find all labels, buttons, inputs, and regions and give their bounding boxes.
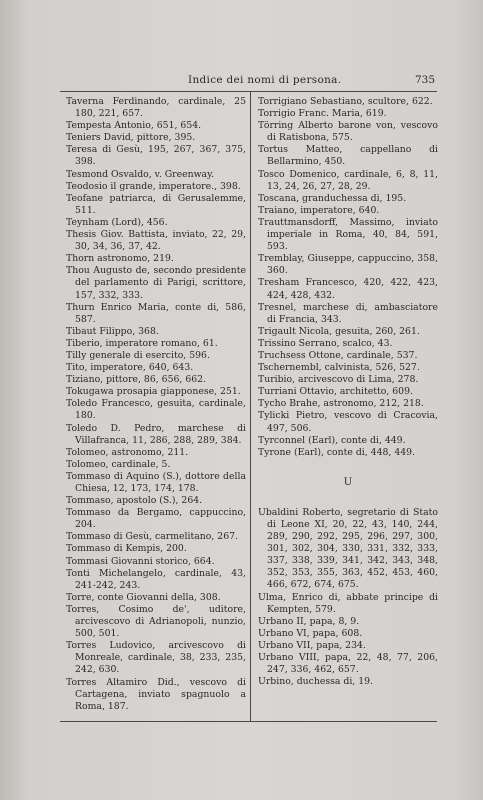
index-entry: Teynham (Lord), 456. — [66, 216, 168, 228]
index-entry: Toledo D. Pedro, marchese di Villafranca, 11, 286, 288, 289, 384. — [66, 422, 246, 446]
index-entry: Torrigiano Sebastiano, scultore, 622. — [258, 96, 433, 107]
index-entry: Thurn Enrico Maria, conte di, 586, 587. — [66, 301, 246, 325]
index-entry: Truchsess Ottone, cardinale, 537. — [258, 349, 418, 361]
index-entry: Tommaso da Bergamo, cappuccino, 204. — [66, 507, 246, 531]
index-entry: Tschernembl, calvinista, 526, 527. — [258, 362, 420, 374]
section-letter: U — [343, 476, 353, 488]
index-entry: Traiano, imperatore, 640. — [258, 204, 380, 216]
index-entry: Urbano VI, papa, 608. — [258, 627, 363, 639]
index-entry: Thou Augusto de, secondo presidente del parlamento di Parigi, scrittore, 157, 332, 333. — [66, 265, 246, 301]
index-entry: Tesmond Osvaldo, v. Greenway. — [66, 168, 215, 180]
index-entry: Torre, conte Giovanni della, 308. — [66, 591, 221, 603]
index-column-left — [66, 96, 246, 713]
index-entry: Torrigio Franc. Maria, 619. — [258, 108, 387, 120]
index-entry: Turibio, arcivescovo di Lima, 278. — [258, 374, 419, 386]
index-entry: Trissino Serrano, scalco, 43. — [258, 337, 393, 349]
footer-rule — [60, 721, 437, 722]
index-entry: Urbano VII, papa, 234. — [258, 639, 366, 651]
running-title: Indice dei nomi di persona. — [188, 74, 342, 86]
index-entry: Tyrconnel (Earl), conte di, 449. — [258, 434, 406, 446]
index-entry: Tommaso, apostolo (S.), 264. — [66, 495, 203, 507]
index-entry: Urbano VIII, papa, 22, 48, 77, 206, 247, 336, 462, 657. — [258, 652, 438, 676]
index-entry: Tolomeo, cardinale, 5. — [66, 458, 171, 470]
index-entry: Teniers David, pittore, 395. — [66, 132, 196, 144]
index-entry: Tortus Matteo, cappellano di Bellarmino, 450. — [258, 144, 438, 168]
index-entry: Urbino, duchessa di, 19. — [258, 676, 373, 688]
index-entry: Tibaut Filippo, 368. — [66, 325, 159, 337]
index-entry: Tremblay, Giuseppe, cappuccino, 358, 360. — [258, 253, 438, 277]
index-entry: Teofane patriarca, di Gerusalemme, 511. — [66, 192, 246, 216]
index-entry: Tommasi Giovanni storico, 664. — [66, 555, 215, 567]
page-header — [60, 74, 435, 88]
index-entry: Tycho Brahe, astronomo, 212, 218. — [258, 398, 424, 410]
index-entry: Tilly generale di esercito, 596. — [66, 349, 210, 361]
index-entry: Trigault Nicola, gesuita, 260, 261. — [258, 325, 420, 337]
index-entry: Teodosio il grande, imperatore., 398. — [66, 180, 241, 192]
index-entry: Tresham Francesco, 420, 422, 423, 424, 428, 432. — [258, 277, 438, 301]
index-entry: Tresnel, marchese di, ambasciatore di Francia, 343. — [258, 301, 438, 325]
index-entry: Ubaldini Roberto, segretario di Stato di Leone XI, 20, 22, 43, 140, 244, 289, 290, 292, 295, 296, 297, 300, 301, 302, 304, 330, 331, 332, 333, 337, 338, 339, 341, 342, 343, 348, 352, 353, 355, 363, 452, 453, 460, 466, 672, 674, 675. — [258, 506, 438, 591]
index-entry: Tosco Domenico, cardinale, 6, 8, 11, 13, 24, 26, 27, 28, 29. — [258, 168, 438, 192]
index-column-right — [258, 96, 438, 688]
index-entry: Tolomeo, astronomo, 211. — [66, 446, 189, 458]
index-entry: Ulma, Enrico di, abbate principe di Kempten, 579. — [258, 591, 438, 615]
index-entry: Tito, imperatore, 640, 643. — [66, 362, 194, 374]
index-entry: Toledo Francesco, gesuita, cardinale, 180. — [66, 398, 246, 422]
index-entry: Torres Ludovico, arcivescovo di Monreale, cardinale, 38, 233, 235, 242, 630. — [66, 640, 246, 676]
index-entry: Toscana, granduchessa di, 195. — [258, 192, 407, 204]
index-entry: Torres Altamiro Did., vescovo di Cartagena, inviato spagnuolo a Roma, 187. — [66, 676, 246, 712]
index-entry: Törring Alberto barone von, vescovo di Ratisbona, 575. — [258, 120, 438, 144]
index-entry: Tiberio, imperatore romano, 61. — [66, 337, 218, 349]
index-entry: Thesis Giov. Battista, inviato, 22, 29, 30, 34, 36, 37, 42. — [66, 229, 246, 253]
header-rule — [60, 91, 437, 92]
index-entry: Tommaso di Kempis, 200. — [66, 543, 187, 555]
index-entry: Tiziano, pittore, 86, 656, 662. — [66, 374, 207, 386]
index-entry: Tonti Michelangelo, cardinale, 43, 241-242, 243. — [66, 567, 246, 591]
index-entry: Tempesta Antonio, 651, 654. — [66, 120, 202, 132]
page-number: 735 — [414, 74, 435, 86]
index-entry: Torres, Cosimo de', uditore, arcivescovo di Adrianopoli, nunzio, 500, 501. — [66, 603, 246, 640]
index-entry: Taverna Ferdinando, cardinale, 25 180, 221, 657. — [66, 96, 246, 120]
index-entry: Urbano II, papa, 8, 9. — [258, 615, 360, 627]
column-divider — [250, 92, 251, 721]
index-entry: Turriani Ottavio, architetto, 609. — [258, 386, 413, 398]
index-entry: Trauttmansdorff, Massimo, inviato imperiale in Roma, 40, 84, 591, 593. — [258, 216, 438, 253]
index-entry: Tokugawa prosapia giapponese, 251. — [66, 386, 241, 398]
index-entry: Teresa di Gesù, 195, 267, 367, 375, 398. — [66, 144, 246, 168]
index-entry: Tyrone (Earl), conte di, 448, 449. — [258, 446, 416, 458]
index-entry: Tommaso di Aquino (S.), dottore della Chiesa, 12, 173, 174, 178. — [66, 470, 246, 494]
index-entry: Tylicki Pietro, vescovo di Cracovia, 497, 506. — [258, 410, 438, 434]
index-entry: Thorn astronomo, 219. — [66, 253, 174, 265]
index-entry: Tommaso di Gesù, carmelitano, 267. — [66, 531, 238, 543]
